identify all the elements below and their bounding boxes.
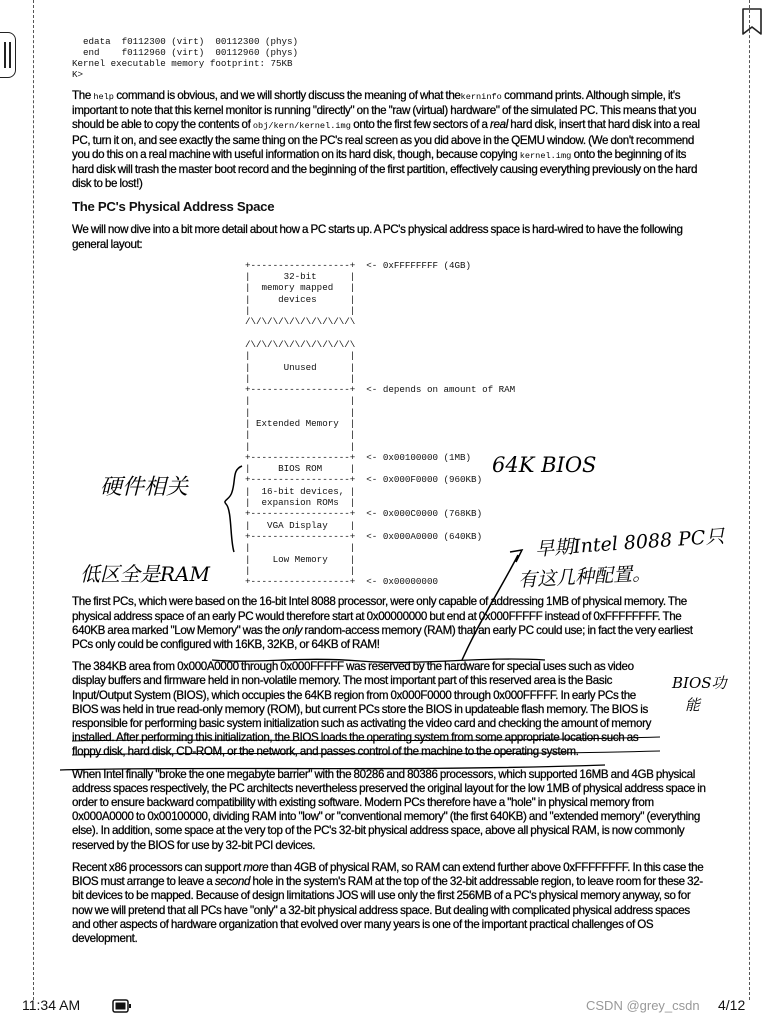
- page-margin-left: [33, 0, 34, 1000]
- diagram-line: | |: [245, 440, 356, 452]
- diagram-line: | BIOS ROM |: [245, 463, 356, 475]
- diagram-line: +------------------+ <- 0x000C0000 (768KB): [245, 508, 483, 520]
- diagram-line: | |: [245, 395, 356, 407]
- emphasis: only: [282, 623, 303, 637]
- text: hole in the system's RAM at the top of the 32-bit addressable region, to leave room for these 32-bit devices to be mapped. Because of design limitations JOS will use only the first 256MB of a PC's physical memory anyway, so for now we will pretend that all PCs have "only" a 32-bit physical address space. But dealing with complicated physical address spaces and other aspects of hardware organization that evolved over many years is one of the important practical challenges of OS development.: [72, 875, 703, 945]
- inline-code: kernel.img: [519, 150, 572, 161]
- handle-grip: [9, 42, 11, 68]
- code-line: K>: [72, 69, 84, 80]
- diagram-line: | |: [245, 350, 356, 362]
- side-menu-handle[interactable]: [0, 32, 16, 78]
- emphasis: real: [489, 118, 508, 132]
- diagram-line: +------------------+ <- 0xFFFFFFFF (4GB): [245, 259, 472, 271]
- code-line: Kernel executable memory footprint: 75KB: [72, 58, 293, 69]
- text: The first PCs, which were based on the 16-bit Intel 8088 processor, were only capable of addressing 1MB of physical memory. The physical address space of an early PC would therefore start at 0x00000000 but end at 0x000FFFFF instead of 0xFFFFFFFF. The 640KB area marked "Low Memory" was the: [72, 595, 687, 637]
- diagram-line: | Low Memory |: [245, 553, 356, 565]
- diagram-line: +------------------+ <- 0x00100000 (1MB): [245, 451, 472, 463]
- text: command is obvious, and we will shortly discuss the meaning of what the: [113, 89, 461, 102]
- annotation-early-pc-1: 早期Intel 8088 PC只: [534, 525, 726, 561]
- text: hard disk, insert that hard disk into a real PC, turn it on, and see exactly the same thing on the PC's real screen as you did above in the QEMU window. (We don't recommend you do this on a real machine with useful information on its hard disk, though, because copying: [72, 118, 700, 161]
- diagram-line: | VGA Display |: [245, 519, 356, 531]
- code-line: end f0112960 (virt) 00112960 (phys): [72, 47, 299, 58]
- page-margin-right: [749, 0, 750, 1000]
- diagram-line: [245, 328, 708, 339]
- annotation-bios-function-2: 能: [685, 696, 701, 714]
- handle-grip: [4, 42, 6, 68]
- text: Recent x86 processors can support: [72, 860, 244, 874]
- diagram-line: | devices |: [245, 293, 356, 305]
- code-line: edata f0112300 (virt) 00112300 (phys): [72, 36, 299, 47]
- battery-icon: [112, 999, 132, 1013]
- diagram-line: /\/\/\/\/\/\/\/\/\/\: [245, 338, 356, 350]
- section-heading: The PC's Physical Address Space: [72, 199, 275, 215]
- annotation-hardware: 硬件相关: [100, 475, 189, 500]
- diagram-line: | |: [245, 305, 356, 317]
- bookmark-icon[interactable]: [741, 7, 763, 37]
- paragraph-intro: We will now dive into a bit more detail about how a PC starts up. A PC's physical address space is hard-wired to have the following general layout:: [72, 223, 683, 251]
- page-indicator: 4/12: [718, 997, 746, 1013]
- inline-code: kerninfo: [460, 92, 502, 102]
- inline-code: obj/kern/kernel.img: [252, 121, 351, 132]
- emphasis: second: [214, 875, 251, 889]
- diagram-line: | |: [245, 372, 356, 384]
- diagram-line: +------------------+ <- depends on amount of RAM: [245, 384, 516, 396]
- diagram-line: | |: [245, 564, 356, 576]
- diagram-line: +------------------+ <- 0x000A0000 (640KB): [245, 530, 483, 542]
- annotation-64k-bios: 64K BIOS: [492, 453, 597, 477]
- diagram-line: | |: [245, 429, 356, 441]
- diagram-line: /\/\/\/\/\/\/\/\/\/\: [245, 316, 356, 328]
- text: random-access memory (RAM) that an early PC could use; in fact the very earliest PCs only could be configured with 16KB, 32KB, or 64KB of RAM!: [72, 623, 693, 652]
- paragraph-megabyte-barrier: When Intel finally "broke the one megabyte barrier" with the 80286 and 80386 processors, which supported 16MB and 4GB physical address spaces respectively, the PC architects nevertheless preserved the original layout for the low 1MB of physical address space in order to ensure backward compatibility with existing software. Modern PCs therefore have a "hole" in physical memory from 0x000A0000 to 0x00100000, dividing RAM into "low" or "conventional memory" (the first 640KB) and "extended memory" (everything else). In addition, some space at the very top of the PC's 32-bit physical address space, above all physical RAM, is now commonly reserved by the BIOS for use by 32-bit PCI devices.: [72, 767, 706, 852]
- text: The: [72, 89, 94, 102]
- text: onto the first few sectors of a: [350, 118, 490, 132]
- diagram-line: +------------------+ <- 0x000F0000 (960KB): [245, 474, 483, 486]
- clock: 11:34 AM: [22, 997, 81, 1013]
- annotation-low-ram: 低区全是RAM: [80, 562, 210, 586]
- emphasis: more: [243, 860, 269, 874]
- diagram-line: | |: [245, 406, 356, 418]
- diagram-line: | memory mapped |: [245, 282, 356, 294]
- paragraph-first-pcs: [72, 595, 708, 652]
- diagram-line: | Extended Memory |: [245, 417, 356, 429]
- paragraph-recent-x86: [72, 861, 708, 946]
- code-output: [72, 36, 708, 80]
- inline-code: help: [93, 92, 114, 102]
- diagram-line: | Unused |: [245, 361, 356, 373]
- annotation-bios-function-1: BIOS功: [672, 674, 727, 692]
- annotation-early-pc-2: 有这几种配置。: [517, 562, 652, 592]
- diagram-line: | 32-bit |: [245, 271, 356, 283]
- paragraph-bios: The 384KB area from 0x000A0000 through 0x000FFFFF was reserved by the hardware for special uses such as video display buffers and firmware held in non-volatile memory. The most important part of this reserved area is the Basic Input/Output System (BIOS), which occupies the 64KB region from 0x000F0000 through 0x000FFFFF. In early PCs the BIOS was held in true read-only memory (ROM), but current PCs store the BIOS in updateable flash memory. The BIOS is responsible for performing basic system initialization such as activating the video card and checking the amount of memory installed. After performing this initialization, the BIOS loads the operating system from some appropriate location such as floppy disk, hard disk, CD-ROM, or the network, and passes control of the machine to the operating system.: [72, 660, 652, 759]
- text: onto the beginning of its hard disk will trash the master boot record and the beginning of the first partition, effectively causing everything previously on the hard disk to be lost!): [72, 147, 698, 191]
- diagram-line: +------------------+ <- 0x00000000: [245, 576, 438, 588]
- text: command prints. Although simple, it's important to note that this kernel monitor is running "directly" on the "raw (virtual) hardware" of the simulated PC. This means that you should be able to copy the contents of: [72, 89, 697, 132]
- csdn-watermark: CSDN @grey_csdn: [586, 998, 700, 1013]
- diagram-line: | 16-bit devices, |: [245, 485, 356, 497]
- diagram-line: | expansion ROMs |: [245, 497, 356, 509]
- text: than 4GB of physical RAM, so RAM can extend further above 0xFFFFFFFF. In this case the BIOS must arrange to leave a: [72, 860, 704, 889]
- diagram-line: | |: [245, 542, 356, 554]
- paragraph-kernel-monitor: [72, 89, 708, 191]
